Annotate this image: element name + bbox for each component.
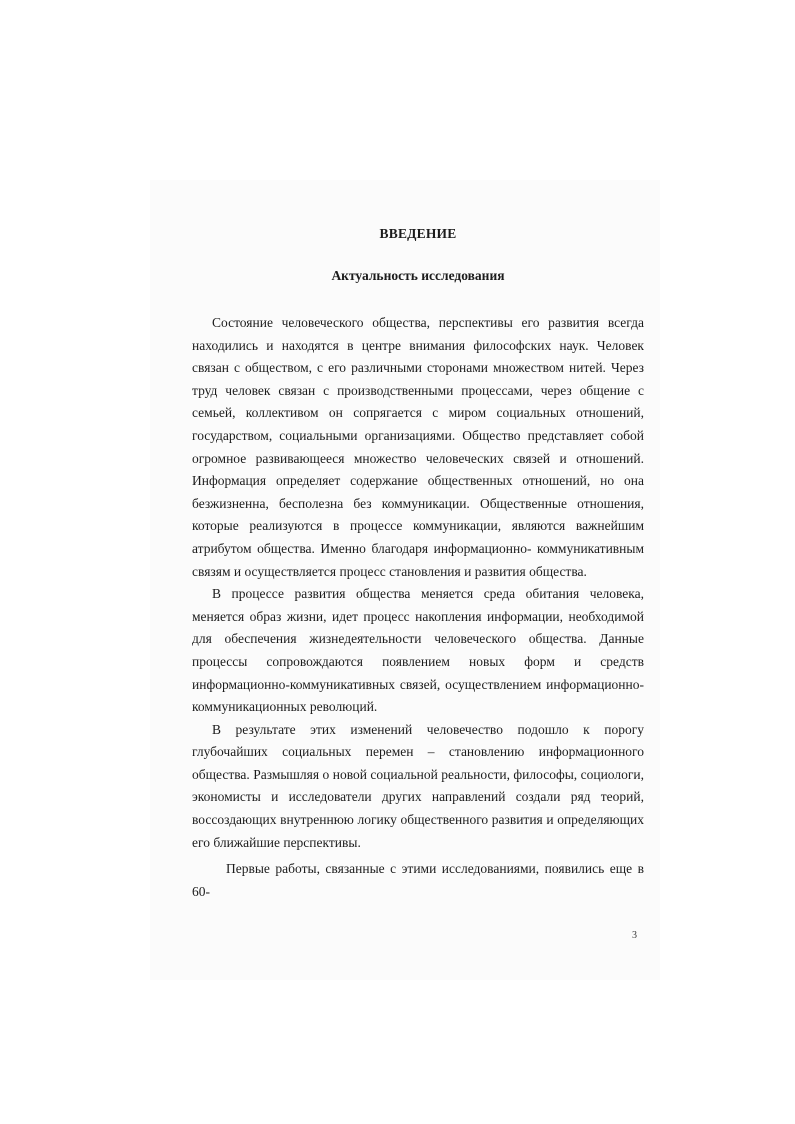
chapter-title: ВВЕДЕНИЕ xyxy=(379,226,457,241)
section-title: Актуальность исследования xyxy=(331,268,505,283)
paragraph-1: Состояние человеческого общества, перспективы его развития всегда находились и находятся в центре внимания философских наук. Человек связан с обществом, с его различными сторонами множеством нитей. Через труд человек связан с производственными процессами, через общение с семьей, коллективом он сопрягается с миром социальных отношений, государством, социальными организациями. Общество представляет собой огромное развивающееся множество человеческих связей и отношений. Информация определяет содержание общественных отношений, но она безжизненна, бесполезна без коммуникации. Общественные отношения, которые реализуются в процессе коммуникации, являются важнейшим атрибутом общества. Именно благодаря информационно- коммуникативным связям и осуществляется процесс становления и развития общества. xyxy=(192,315,644,579)
paragraph-4: Первые работы, связанные с этими исследованиями, появились еще в 60- xyxy=(192,861,644,899)
page-number: 3 xyxy=(632,930,637,941)
paragraph-2: В процессе развития общества меняется среда обитания человека, меняется образ жизни, идет процесс накопления информации, необходимой для обеспечения жизнедеятельности человеческого общества. Данные процессы сопровождаются появлением новых форм и средств информационно-коммуникативных связей, осуществлением информационно-коммуникационных революций. xyxy=(192,586,644,715)
page-body xyxy=(192,226,644,903)
paragraph-3: В результате этих изменений человечество подошло к порогу глубочайших социальных перемен – становлению информационного общества. Размышляя о новой социальной реальности, философы, социологи, экономисты и исследователи других направлений создали ряд теорий, воссоздающих внутреннюю логику общественного развития и определяющих его ближайшие перспективы. xyxy=(192,721,644,850)
